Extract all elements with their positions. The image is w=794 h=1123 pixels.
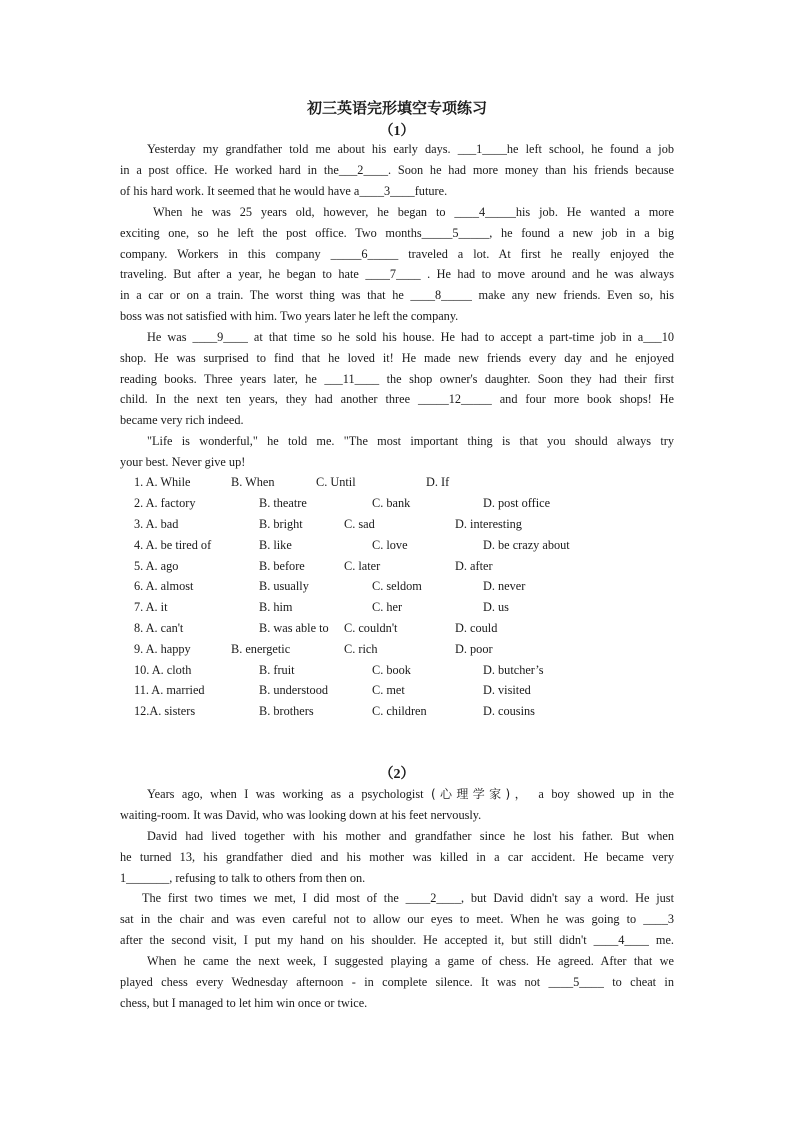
option-d: D. after	[455, 559, 493, 573]
option-b: B. energetic	[231, 642, 291, 656]
option-a: 2. A. factory	[134, 496, 196, 510]
passage-1-line: shop. He was surprised to find that he loved it! He made new friends every day and he enjoyed	[120, 351, 674, 365]
option-d: D. visited	[483, 683, 531, 697]
option-b: B. When	[231, 475, 275, 489]
option-d: D. butcher’s	[483, 663, 544, 677]
option-row-6	[134, 576, 674, 597]
passage-2-line: The first two times we met, I did most of the ____2____, but David didn't say a word. He just	[142, 891, 674, 905]
option-b: B. theatre	[259, 496, 307, 510]
option-row-1	[134, 472, 674, 493]
option-b: B. usually	[259, 579, 309, 593]
option-c: C. later	[344, 559, 381, 573]
option-d: D. post office	[483, 496, 551, 510]
passage-2-line: chess, but I managed to let him win once or twice.	[120, 996, 368, 1010]
option-a: 1. A. While	[134, 475, 191, 489]
option-a: 8. A. can't	[134, 621, 184, 635]
option-c: C. Until	[316, 475, 356, 489]
option-d: D. If	[426, 475, 450, 489]
passage-1-line: He was ____9____ at that time so he sold his house. He had to accept a part-time job in a___10	[147, 330, 674, 344]
option-row-12	[134, 701, 674, 722]
passage-2-line	[120, 784, 674, 805]
option-a: 10. A. cloth	[134, 663, 192, 677]
passage-2-line: waiting-room. It was David, who was looking down at his feet nervously.	[120, 808, 482, 822]
passage-2-line: David had lived together with his mother and grandfather since he lost his father. But when	[147, 829, 674, 843]
passage-1-line: Yesterday my grandfather told me about his early days. ___1____he left school, he found a job	[147, 142, 674, 156]
passage-2-line: played chess every Wednesday afternoon - in complete silence. It was not ____5____ to cheat in	[120, 975, 674, 989]
passage-2-line: he turned 13, his grandfather died and his mother was killed in a car accident. He became very	[120, 850, 674, 864]
option-a: 7. A. it	[134, 600, 168, 614]
option-row-3	[134, 514, 674, 535]
passage-2-line: 1_______, refusing to talk to others from then on.	[120, 871, 366, 885]
option-row-8	[134, 618, 674, 639]
option-a: 4. A. be tired of	[134, 538, 212, 552]
passage-1-line: company. Workers in this company _____6_____ traveled a lot. At first he really enjoyed the	[120, 247, 674, 261]
passage-1-line: "Life is wonderful," he told me. "The most important thing is that you should always try	[147, 434, 674, 448]
option-c: C. her	[372, 600, 403, 614]
option-c: C. bank	[372, 496, 411, 510]
option-row-7	[134, 597, 674, 618]
option-b: B. understood	[259, 683, 328, 697]
passage-2-line: When he came the next week, I suggested playing a game of chess. He agreed. After that we	[147, 954, 674, 968]
passage-1-line: reading books. Three years later, he ___11____ the shop owner's daughter. Soon they had their first	[120, 372, 674, 386]
option-a: 6. A. almost	[134, 579, 194, 593]
passage-1-line: traveling. But after a year, he began to hate ____7____ . He had to move around and he was always	[120, 267, 674, 281]
option-d: D. be crazy about	[483, 538, 570, 552]
section-2-number: （2）	[379, 767, 415, 782]
option-row-5	[134, 556, 674, 577]
option-d: D. could	[455, 621, 498, 635]
option-c: C. couldn't	[344, 621, 398, 635]
option-d: D. us	[483, 600, 509, 614]
page-title: 初三英语完形填空专项练习	[306, 99, 487, 117]
passage-1-line: When he was 25 years old, however, he began to ____4_____his job. He wanted a more	[153, 205, 674, 219]
passage-1-line: boss was not satisfied with him. Two years later he left the company.	[120, 309, 459, 323]
passage-2-text: a boy showed up in the	[538, 787, 675, 801]
option-a: 3. A. bad	[134, 517, 179, 531]
option-c: C. love	[372, 538, 408, 552]
option-c: C. children	[372, 704, 427, 718]
option-row-9	[134, 639, 674, 660]
option-c: C. met	[372, 683, 405, 697]
option-row-2	[134, 493, 674, 514]
option-d: D. poor	[455, 642, 493, 656]
option-b: B. was able to	[259, 621, 329, 635]
option-a: 11. A. married	[134, 683, 205, 697]
option-d: D. never	[483, 579, 526, 593]
passage-2-text: Years ago, when I was working as a psychologist	[147, 787, 424, 801]
option-row-10	[134, 660, 674, 681]
passage-1-line: your best. Never give up!	[120, 455, 246, 469]
passage-1-line: became very rich indeed.	[120, 413, 244, 427]
passage-1-line: child. In the next ten years, they had another three _____12_____ and four more book shops! He	[120, 392, 674, 406]
section-1-number: （1）	[379, 124, 415, 139]
passage-2-line: sat in the chair and was even careful not to allow our eyes to meet. When he was going to ____3	[120, 912, 674, 926]
passage-2-cjk-gloss: (心理学家)，	[431, 787, 531, 801]
option-b: B. brothers	[259, 704, 314, 718]
option-a: 12.A. sisters	[134, 704, 196, 718]
option-b: B. like	[259, 538, 292, 552]
option-b: B. fruit	[259, 663, 295, 677]
passage-1-line: of his hard work. It seemed that he would have a____3____future.	[120, 184, 448, 198]
passage-2-line: after the second visit, I put my hand on his shoulder. He accepted it, but still didn't ____4____ me.	[120, 933, 674, 947]
option-row-11	[134, 680, 674, 701]
option-b: B. bright	[259, 517, 303, 531]
option-c: C. seldom	[372, 579, 422, 593]
passage-1-line: exciting one, so he left the post office. Two months_____5_____, he found a new job in a big	[120, 226, 674, 240]
option-d: D. interesting	[455, 517, 522, 531]
option-c: C. book	[372, 663, 411, 677]
option-a: 5. A. ago	[134, 559, 179, 573]
option-a: 9. A. happy	[134, 642, 191, 656]
option-row-4	[134, 535, 674, 556]
passage-1-line: in a post office. He worked hard in the___2____. Soon he had more money than his friends because	[120, 163, 674, 177]
option-d: D. cousins	[483, 704, 535, 718]
passage-1-line: in a car or on a train. The worst thing was that he ____8_____ make any new friends. Even so, his	[120, 288, 674, 302]
option-c: C. rich	[344, 642, 378, 656]
option-c: C. sad	[344, 517, 375, 531]
option-b: B. him	[259, 600, 293, 614]
option-b: B. before	[259, 559, 305, 573]
